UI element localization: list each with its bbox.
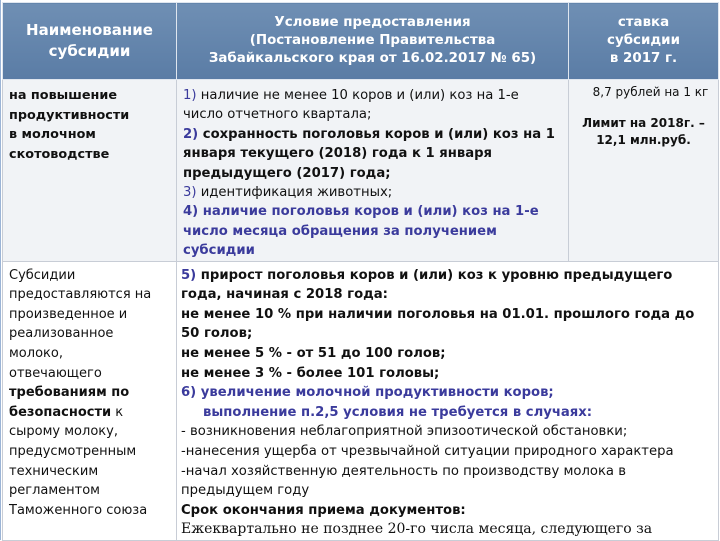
exemption-1: - возникновения неблагоприятной эпизоотической обстановки; [181,424,628,440]
exemption-2: -нанесения ущерба от чрезвычайной ситуации природного характера [181,444,674,459]
header-rate-line: в 2017 г. [609,51,678,66]
header-condition-line: (Постановление Правительства [249,33,496,48]
condition-1: 1) наличие не менее 10 коров и (или) коз на 1-е число отчетного квартала; [183,88,519,123]
row2-name-line: реализованное [9,326,114,342]
row2-name-line: сырому молоку, [9,424,118,440]
row1-name-cell [3,80,177,262]
row2-name-line: Таможенного союза [9,502,148,518]
header-rate-line: субсидии [607,33,680,48]
row2-name-line: отвечающего [9,365,102,381]
row2-name-line: Субсидии [9,267,76,283]
row2-name-line: регламентом [9,483,100,499]
deadline-text: Ежеквартально не позднее 20-го числа месяца, следующего за [181,521,653,538]
row2-name-bold-wrap: требованиям по безопасности к [9,385,130,420]
row1-rate-cell [569,80,719,262]
row1-name-line: на повышение [9,88,117,103]
rate-value: 8,7 рублей на 1 кг [592,85,709,99]
row2-name-line: произведенное и [9,306,128,322]
exemption-heading: выполнение п.2,5 условия не требуется в случаях: [203,404,593,420]
condition-5: 5) прирост поголовья коров и (или) коз к уровню предыдущего года, начиная с 2018 года: [181,267,673,303]
row2-name-bold: требованиям по безопасности [9,385,130,420]
header-row [3,3,719,80]
deadline-heading: Срок окончания приема документов: [181,502,466,518]
row1-name-line: скотоводстве [9,146,110,162]
row2-name-line: предоставляются на [9,287,152,303]
row2-name-line: молоко, [9,346,63,362]
threshold-1: не менее 10 % при наличии поголовья на 01.01. прошлого года до 50 голов; [181,306,695,342]
condition-2: 2) сохранность поголовья коров и (или) коз на 1 января текущего (2018) года к 1 января предыдущего (2017) года; [183,126,555,181]
header-condition-line: Условие предоставления [274,15,471,30]
header-rate [569,3,719,80]
row2-name [3,262,176,521]
row1-name [3,80,176,164]
row1-name-line: продуктивности [9,107,130,123]
limit-value: Лимит на 2018г. – 12,1 млн.руб. [582,116,705,147]
header-name [3,3,177,80]
row2-conditions [177,262,718,540]
threshold-2: не менее 5 % - от 51 до 100 голов; [181,346,446,362]
row1-rate [569,80,718,149]
row2-name-line: техническим [9,463,99,479]
row2-name-cell [3,261,177,540]
subsidy-table [2,2,719,541]
row2-conditions-cell [177,261,719,540]
row2-name-line: предусмотренным [9,444,137,459]
row1-conditions [177,80,568,261]
header-name-line: Наименование [26,21,153,39]
condition-3: 3) идентификация животных; [183,185,393,201]
exemption-3: -начал хозяйственную деятельность по производству молока в предыдущем году [181,463,626,499]
header-condition-line: Забайкальского края от 16.02.2017 № 65) [208,51,537,66]
header-condition [177,3,569,80]
row1-name-line: в молочном [9,127,96,142]
table-row [3,261,719,540]
condition-4: 4) наличие поголовья коров и (или) коз на 1-е число месяца обращения за получением субсидии [183,204,539,259]
condition-6: 6) увеличение молочной продуктивности коров; [181,385,554,401]
threshold-3: не менее 3 % - более 101 головы; [181,365,440,381]
table-row [3,80,719,262]
row1-conditions-cell [177,80,569,262]
header-rate-line: ставка [617,15,670,30]
header-name-line: субсидии [48,42,131,60]
